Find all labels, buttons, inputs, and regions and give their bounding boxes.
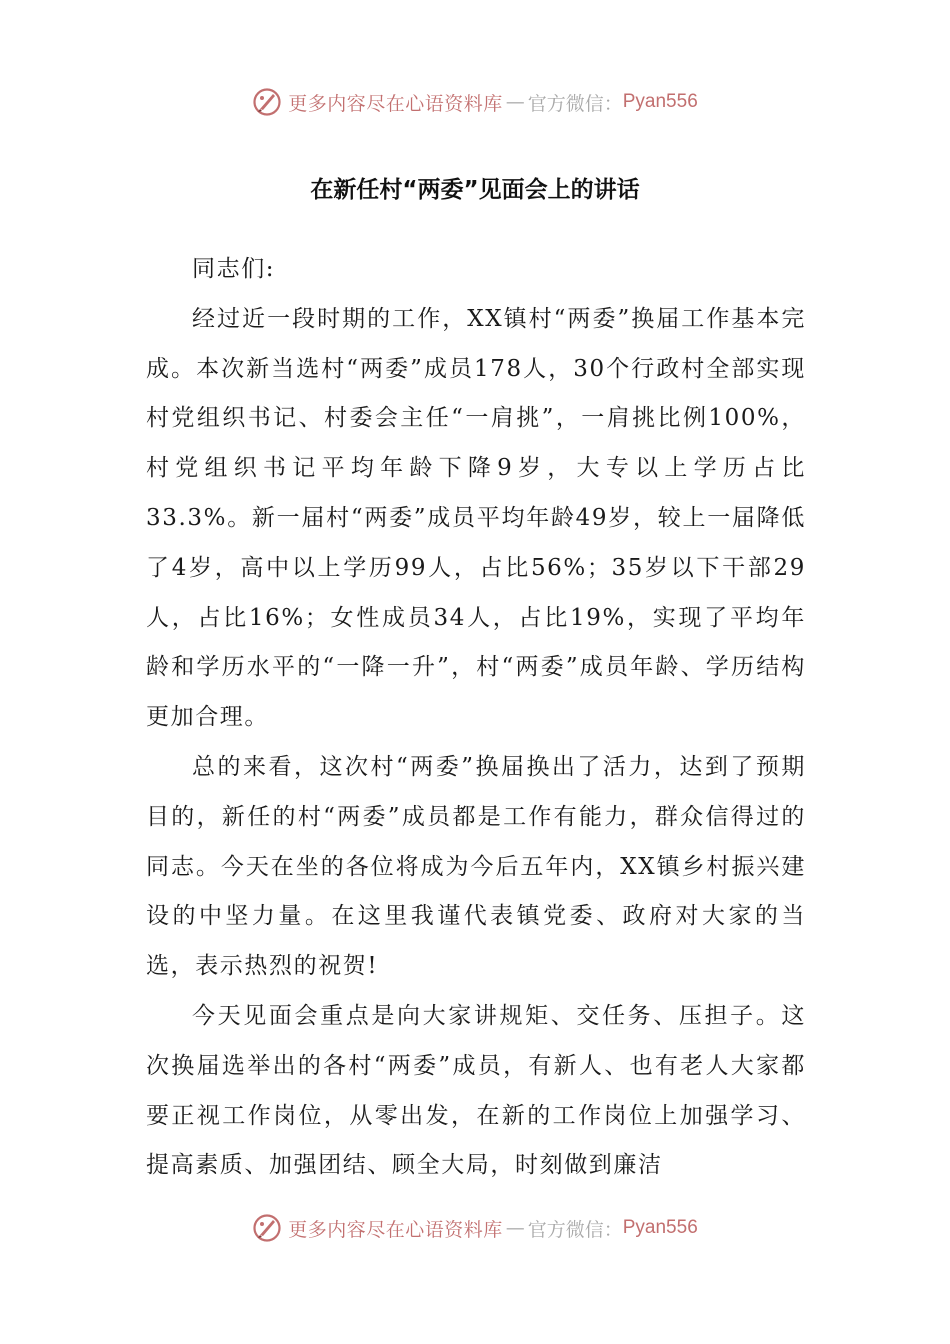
watermark-separator: — [505, 91, 525, 113]
watermark-wechat-id: Pyan556 [622, 91, 698, 112]
salutation: 同志们: [192, 256, 276, 282]
watermark-wechat-id: Pyan556 [622, 1217, 698, 1238]
body-paragraph: 经过近一段时期的工作，XX镇村“两委”换届工作基本完成。本次新当选村“两委”成员178人，30个行政村全部实现村党组织书记、村委会主任“一肩挑”，一肩挑比例100%，村党组织书记平均年龄下降9岁，大专以上学历占比33.3%。新一届村“两委”成员平均年龄49岁，较上一届降低了4岁，高中以上学历99人，占比56%；35岁以下干部29人，占比16%；女性成员34人，占比19%，实现了平均年龄和学历水平的“一降一升”，村“两委”成员年龄、学历结构更加合理。 [146, 305, 806, 731]
watermark-wechat-label: 官方微信： [527, 1218, 623, 1241]
body-paragraph: 今天见面会重点是向大家讲规矩、交任务、压担子。这次换届选举出的各村“两委”成员，有新人、也有老人大家都要正视工作岗位，从零出发，在新的工作岗位上加强学习、提高素质、加强团结、顾全大局，时刻做到廉洁 [146, 1002, 806, 1179]
quill-logo-icon [252, 87, 282, 117]
quill-logo-icon [252, 1213, 282, 1243]
watermark-text: 更多内容尽在心语资料库 [288, 1218, 503, 1241]
watermark-wechat-label: 官方微信： [527, 92, 623, 115]
watermark-separator: — [505, 1217, 525, 1239]
watermark-text: 更多内容尽在心语资料库 [288, 92, 503, 115]
document-title: 在新任村“两委”见面会上的讲话 [310, 177, 640, 203]
footer-watermark-banner [0, 1206, 950, 1250]
body-paragraph: 总的来看，这次村“两委”换届换出了活力，达到了预期目的，新任的村“两委”成员都是工作有能力，群众信得过的同志。今天在坐的各位将成为今后五年内，XX镇乡村振兴建设的中坚力量。在这里我谨代表镇党委、政府对大家的当选，表示热烈的祝贺! [146, 753, 806, 980]
document-body [146, 245, 806, 1191]
header-watermark-banner [0, 80, 950, 124]
